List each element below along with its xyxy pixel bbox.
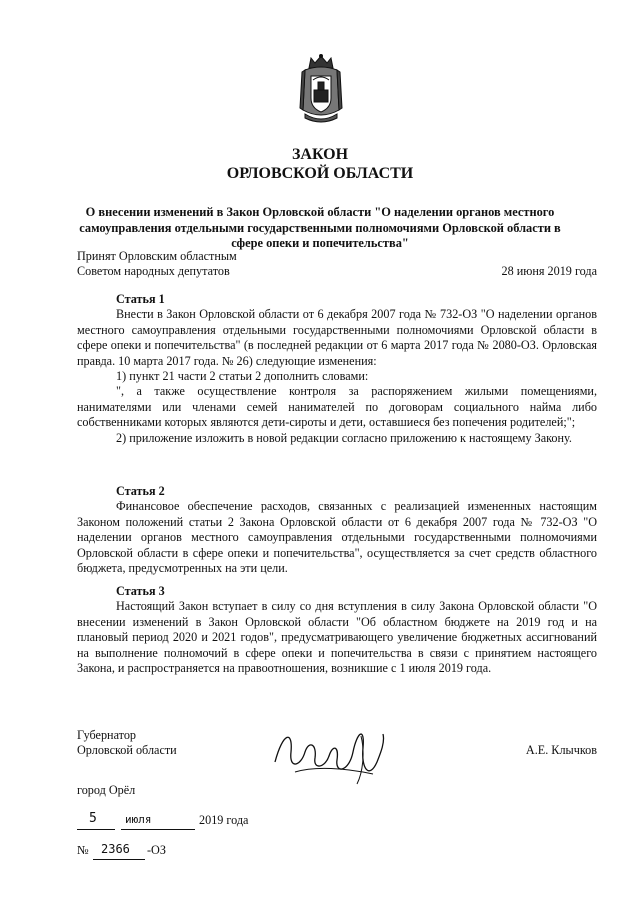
document-title: ЗАКОН: [291, 146, 349, 163]
article-1-item-2: 2) приложение изложить в новой редакции согласно приложению к настоящему Закону.: [116, 430, 572, 445]
article-2: [77, 484, 597, 576]
article-1: [77, 292, 597, 446]
adoption-line-2: Советом народных депутатов: [77, 264, 230, 279]
number-suffix: -ОЗ: [147, 843, 166, 857]
signing-date: [77, 813, 377, 833]
governor-line-2: Орловской области: [77, 743, 177, 758]
article-1-heading: Статья 1: [116, 292, 165, 306]
signing-day: 5: [89, 811, 97, 826]
adoption-date: 28 июня 2019 года: [501, 264, 597, 278]
adoption-line-1: Принят Орловским областным: [77, 249, 237, 263]
governor-title: [77, 728, 177, 759]
document-region-title: ОРЛОВСКОЙ ОБЛАСТИ: [226, 165, 414, 182]
article-2-text: Финансовое обеспечение расходов, связанных с реализацией измененных настоящим Законом положений статьи 2 Закона Орловской области от 6 декабря 2007 года № 732-ОЗ "О наделении органов местного самоуправления отдельными государственными полномочиями Орловской области в сфере опеки и попечительства", осуществляется за счет средств областного бюджета, предусмотренных на эти цели.: [77, 499, 597, 576]
article-3-heading: Статья 3: [116, 584, 165, 598]
article-3: [77, 584, 597, 676]
city-of-signing: город Орёл: [77, 783, 136, 797]
law-subject: О внесении изменений в Закон Орловской области "О наделении органов местного самоуправления отдельными государственными полномочиями Орловской области в сфере опеки и попечительства": [79, 205, 561, 251]
article-1-intro: Внести в Закон Орловской области от 6 декабря 2007 года № 732-ОЗ "О наделении органов местного самоуправления отдельными государственными полномочиями Орловской области в сфере опеки и попечительства" (в последней редакции от 6 марта 2017 года № 2080-ОЗ. Орловская правда. 10 марта 2017 года. № 26) следующие изменения:: [77, 307, 597, 368]
handwritten-signature: [265, 722, 390, 787]
signing-year: 2019 года: [199, 813, 249, 827]
coat-of-arms-emblem: [299, 54, 343, 126]
article-1-quote: ", а также осуществление контроля за распоряжением жилыми помещениями, нанимателями или членами семей нанимателей по договорам социального найма либо собственниками которых являются дети-сироты и дети, оставшиеся без попечения родителей;";: [77, 384, 597, 430]
law-number: [77, 843, 277, 863]
article-1-item-1: 1) пункт 21 части 2 статьи 2 дополнить словами:: [116, 369, 369, 384]
number-sign: №: [77, 843, 89, 857]
article-3-text: Настоящий Закон вступает в силу со дня вступления в силу Закона Орловской области "О внесении изменений в Закон Орловской области "Об областном бюджете на 2019 год и на плановый период 2020 и 2021 годов", предусматривающего увеличение бюджетных ассигнований на выполнение полномочий в сфере опеки и попечительства в связи с принятием настоящего Закона, и распространяется на правоотношения, возникшие с 1 июля 2019 года.: [77, 599, 597, 676]
law-number-value: 2366: [101, 842, 130, 856]
adoption-info: [77, 249, 377, 280]
governor-name: А.Е. Клычков: [525, 743, 597, 757]
signing-month: июля: [125, 813, 152, 826]
governor-line-1: Губернатор: [77, 728, 137, 742]
article-2-heading: Статья 2: [116, 484, 165, 498]
